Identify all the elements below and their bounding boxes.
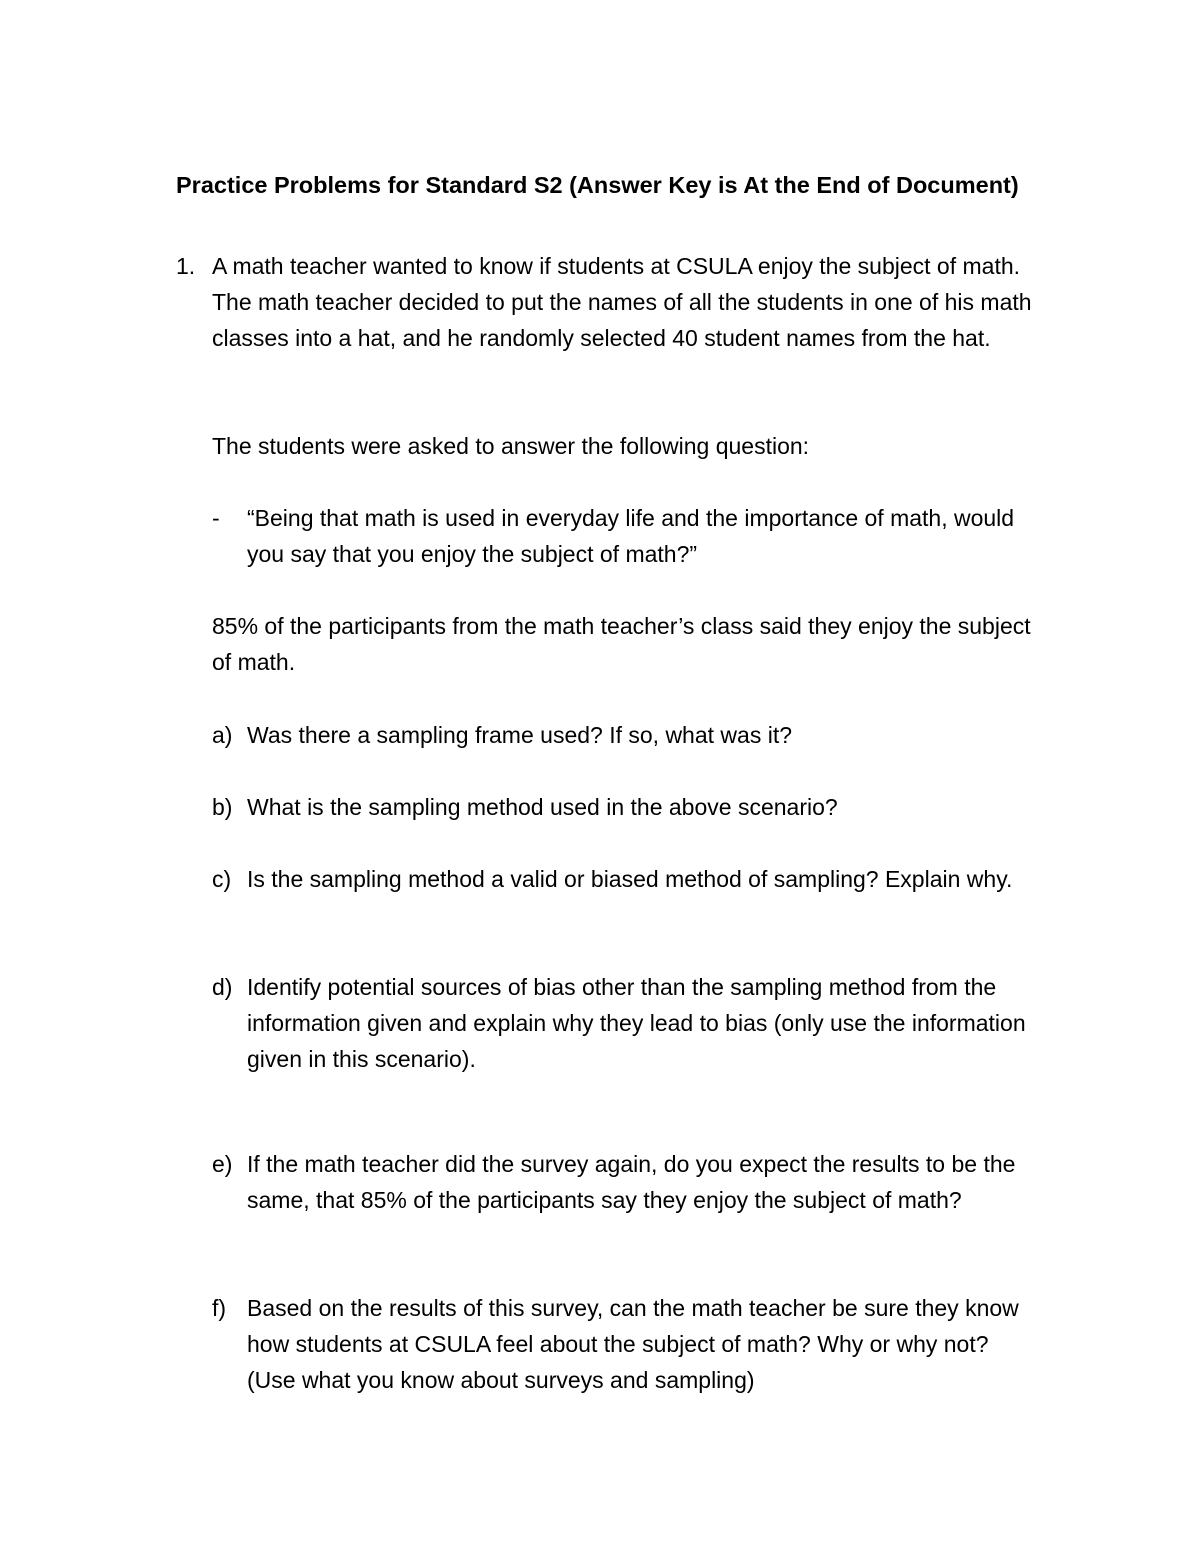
subquestion-f (212, 1290, 1072, 1398)
survey-question-quote: “Being that math is used in everyday life and the importance of math, would you say that you enjoy the subject of math?” (247, 505, 1015, 567)
subquestion-text: Identify potential sources of bias other than the sampling method from the information given and explain why they lead to bias (only use the information given in this scenario). (247, 974, 1026, 1072)
result-text: 85% of the participants from the math teacher’s class said they enjoy the subject of math. (212, 613, 1031, 675)
question-lead-in (212, 428, 1062, 464)
bullet-dash: - (212, 505, 220, 531)
subquestion-text: Was there a sampling frame used? If so, what was it? (247, 722, 793, 748)
question-number: 1. (176, 253, 196, 279)
subquestion-d (212, 969, 1072, 1077)
subquestion-c (212, 861, 1072, 897)
subquestion-text: Based on the results of this survey, can the math teacher be sure they know how students at CSULA feel about the subject of math? Why or why not? (Use what you know about surveys and sampling) (247, 1295, 1019, 1393)
lead-in-text: The students were asked to answer the following question: (212, 433, 810, 459)
subquestion-text: What is the sampling method used in the above scenario? (247, 794, 838, 820)
subquestion-e (212, 1146, 1072, 1218)
document-title: Practice Problems for Standard S2 (Answer Key is At the End of Document) (176, 172, 1019, 198)
subquestion-letter: a) (212, 722, 233, 748)
subquestion-text: Is the sampling method a valid or biased method of sampling? Explain why. (247, 866, 1013, 892)
subquestion-letter: c) (212, 866, 232, 892)
subquestion-letter: f) (212, 1295, 227, 1321)
subquestion-letter: d) (212, 974, 233, 1000)
survey-result (212, 608, 1042, 680)
subquestion-text: If the math teacher did the survey again, do you expect the results to be the same, that 85% of the participants say they enjoy the subject of math? (247, 1151, 1016, 1213)
intro-text: A math teacher wanted to know if students at CSULA enjoy the subject of math. The math teacher decided to put the names of all the students in one of his math classes into a hat, and he randomly selected 40 student names from the hat. (212, 253, 1032, 351)
subquestion-b (212, 789, 1072, 825)
subquestion-a (212, 717, 1072, 753)
subquestion-letter: b) (212, 794, 233, 820)
subquestion-letter: e) (212, 1151, 233, 1177)
question-intro (212, 248, 1062, 356)
